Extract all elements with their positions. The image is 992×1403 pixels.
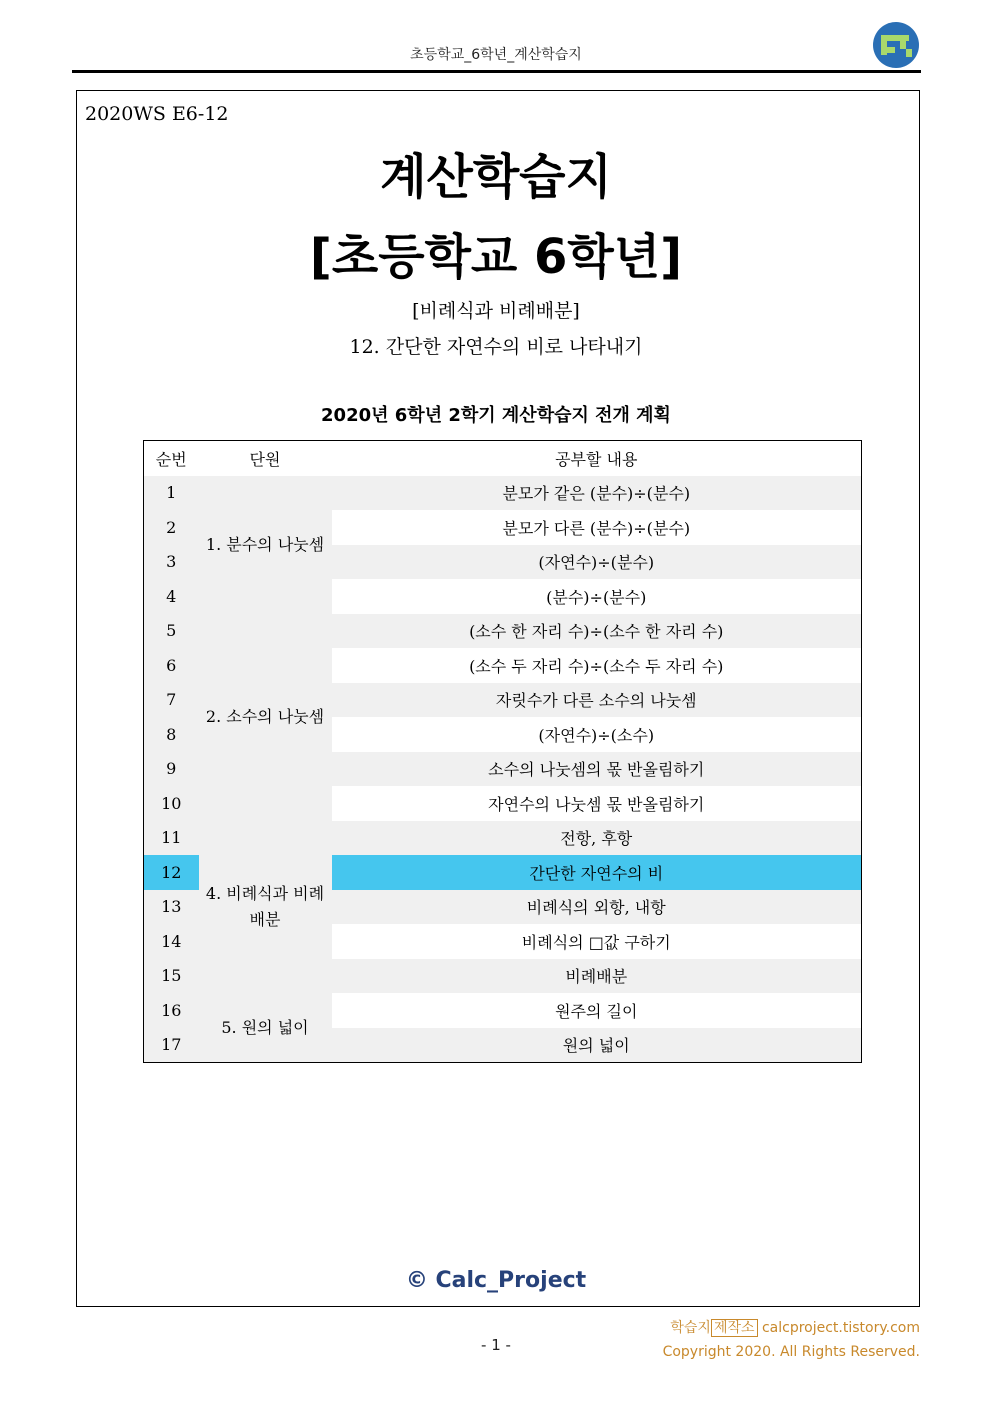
row-content: 전항, 후항 (332, 821, 862, 856)
row-number: 2 (144, 510, 199, 545)
row-content: 소수의 나눗셈의 몫 반올림하기 (332, 752, 862, 787)
row-number: 14 (144, 924, 199, 959)
copyright-text: © Calc_Project (405, 1268, 587, 1293)
table-row (144, 821, 862, 856)
row-number: 15 (144, 959, 199, 994)
row-number: 6 (144, 648, 199, 683)
row-content: 비례식의 외항, 내항 (332, 890, 862, 925)
row-content: 원의 넓이 (332, 1028, 862, 1063)
unit-cell: 4. 비례식과 비례배분 (199, 821, 332, 994)
table-header-row (144, 441, 862, 476)
site-label-a: 학습지 (670, 1320, 711, 1336)
table-row (144, 476, 862, 511)
row-number: 17 (144, 1028, 199, 1063)
document-title: 계산학습지 (380, 149, 612, 205)
header-unit: 단원 (199, 441, 332, 476)
plan-table (143, 440, 862, 1063)
row-number: 1 (144, 476, 199, 511)
row-number: 12 (144, 855, 199, 890)
header-content: 공부할 내용 (332, 441, 862, 476)
document-code: 2020WS E6-12 (85, 103, 229, 125)
row-content: 분모가 다른 (분수)÷(분수) (332, 510, 862, 545)
row-content: 비례배분 (332, 959, 862, 994)
row-number: 8 (144, 717, 199, 752)
row-content: (소수 한 자리 수)÷(소수 한 자리 수) (332, 614, 862, 649)
row-content: (소수 두 자리 수)÷(소수 두 자리 수) (332, 648, 862, 683)
row-content: 자릿수가 다른 소수의 나눗셈 (332, 683, 862, 718)
row-content: 자연수의 나눗셈 몫 반올림하기 (332, 786, 862, 821)
row-number: 3 (144, 545, 199, 580)
row-content: 비례식의 □값 구하기 (332, 924, 862, 959)
row-content: (분수)÷(분수) (332, 579, 862, 614)
row-content: 간단한 자연수의 비 (332, 855, 862, 890)
row-number: 4 (144, 579, 199, 614)
site-url-link[interactable]: calcproject.tistory.com (761, 1320, 920, 1336)
table-row (144, 993, 862, 1028)
plan-title: 2020년 6학년 2학기 계산학습지 전개 계획 (321, 405, 671, 426)
unit-cell: 1. 분수의 나눗셈 (199, 476, 332, 614)
header-title: 초등학교_6학년_계산학습지 (410, 47, 582, 63)
header-divider (72, 70, 921, 73)
row-number: 13 (144, 890, 199, 925)
table-row (144, 614, 862, 649)
row-content: 분모가 같은 (분수)÷(분수) (332, 476, 862, 511)
row-number: 7 (144, 683, 199, 718)
site-label-b: 제작소 (711, 1319, 758, 1337)
page-number: - 1 - (481, 1336, 511, 1354)
row-number: 11 (144, 821, 199, 856)
row-content: (자연수)÷(분수) (332, 545, 862, 580)
unit-cell: 5. 원의 넓이 (199, 993, 332, 1063)
rights-text: Copyright 2020. All Rights Reserved. (662, 1344, 920, 1360)
row-number: 5 (144, 614, 199, 649)
row-number: 10 (144, 786, 199, 821)
row-content: (자연수)÷(소수) (332, 717, 862, 752)
row-number: 16 (144, 993, 199, 1028)
unit-subtitle: [비례식과 비례배분] (412, 300, 580, 322)
row-number: 9 (144, 752, 199, 787)
document-grade-title: [초등학교 6학년] (309, 229, 683, 285)
row-content: 원주의 길이 (332, 993, 862, 1028)
header-no: 순번 (144, 441, 199, 476)
calc-project-logo-icon (872, 21, 920, 69)
unit-cell: 2. 소수의 나눗셈 (199, 614, 332, 821)
lesson-subtitle: 12. 간단한 자연수의 비로 나타내기 (349, 336, 643, 358)
